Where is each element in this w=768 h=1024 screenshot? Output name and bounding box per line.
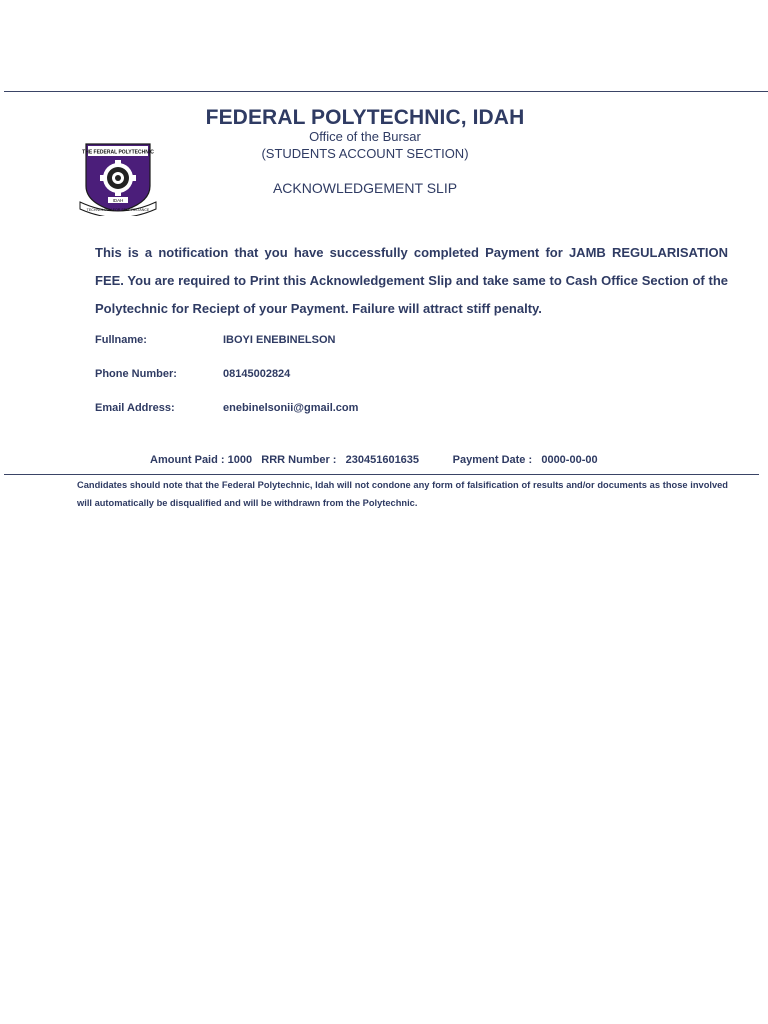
logo-bottom-text: IDAH — [112, 198, 124, 203]
email-value: enebinelsonii@gmail.com — [223, 402, 359, 414]
fullname-value: IBOYI ENEBINELSON — [223, 334, 336, 346]
email-label: Email Address: — [95, 402, 175, 414]
phone-label: Phone Number: — [95, 368, 177, 380]
disclaimer-divider — [4, 474, 759, 475]
disclaimer-text: Candidates should note that the Federal Polytechnic, Idah will not condone any form of falsification of results and/or documents as those involved will automatically be disqualified and will be withdrawn from the Polytechnic. — [77, 480, 728, 508]
amount-value: 1000 — [227, 454, 253, 466]
payment-summary — [150, 454, 598, 466]
phone-row — [95, 368, 290, 380]
office-subtitle: Office of the Bursar — [309, 129, 421, 144]
document-title: ACKNOWLEDGEMENT SLIP — [272, 180, 458, 196]
section-subtitle: (STUDENTS ACCOUNT SECTION) — [261, 146, 469, 161]
top-divider — [4, 91, 768, 92]
logo-ribbon-text: TECHNOLOGY FOR SELF RELIANCE — [86, 208, 150, 212]
phone-value: 08145002824 — [223, 368, 291, 380]
email-row — [95, 402, 358, 414]
amount-label: Amount Paid : — [150, 454, 225, 466]
logo-top-text: THE FEDERAL POLYTECHNIC — [82, 149, 154, 156]
payment-notice: This is a notification that you have successfully completed Payment for JAMB REGULARISATION FEE. You are required to Print this Acknowledgement Slip and take same to Cash Office Section of the Polytechnic for Reciept of your Payment. Failure will attract stiff penalty. — [95, 245, 728, 316]
fullname-label: Fullname: — [95, 334, 147, 346]
fullname-row — [95, 334, 335, 346]
rrr-value: 230451601635 — [345, 454, 420, 466]
rrr-label: RRR Number : — [261, 454, 337, 466]
institution-title: FEDERAL POLYTECHNIC, IDAH — [205, 106, 525, 129]
payment-date-label: Payment Date : — [452, 454, 533, 466]
payment-date-value: 0000-00-00 — [541, 454, 598, 466]
